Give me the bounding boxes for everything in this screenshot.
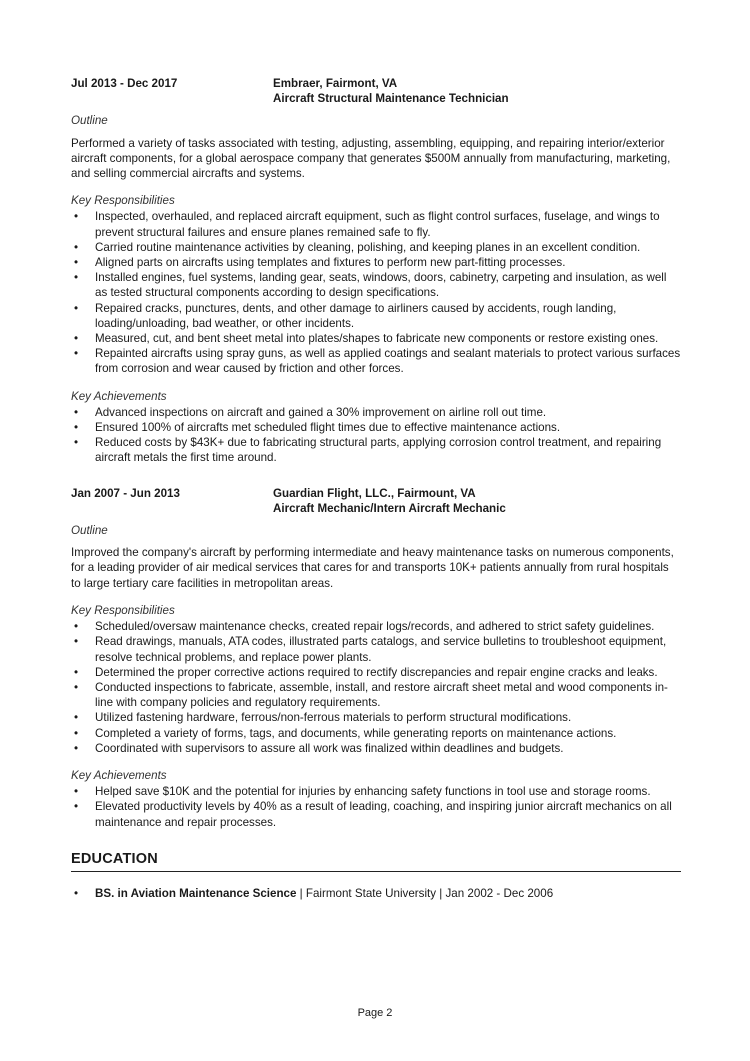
responsibilities-label: Key Responsibilities	[71, 603, 175, 617]
education-item	[71, 886, 681, 901]
list-item: • Reduced costs by $43K+ due to fabricating structural parts, applying corrosion control treatment, and repairing aircraft metals the first time around.	[71, 435, 681, 465]
job-heading	[273, 76, 681, 106]
list-item: • Conducted inspections to fabricate, assemble, install, and restore aircraft sheet metal and wood components in-line with company policies and regulatory requirements.	[71, 680, 681, 710]
resume-page	[71, 76, 681, 901]
achievements-list	[71, 784, 681, 830]
outline-label: Outline	[71, 114, 108, 128]
outline-text: Improved the company's aircraft by performing intermediate and heavy maintenance tasks on numerous components, for a leading provider of air medical services that cares for and transports 10K+ patients annually from rural hospitals to large tertiary care facilities in metropolitan areas.	[71, 546, 674, 590]
job-entry	[71, 76, 681, 466]
list-item: • Advanced inspections on aircraft and gained a 30% improvement on airline roll out time.	[71, 405, 681, 420]
responsibilities-label: Key Responsibilities	[71, 194, 175, 208]
list-item: • Ensured 100% of aircrafts met scheduled flight times due to effective maintenance actions.	[71, 420, 681, 435]
job-header	[71, 486, 681, 516]
list-item: • Repainted aircrafts using spray guns, as well as applied coatings and sealant materials to protect various surfaces from corrosion and wear caused by friction and other forces.	[71, 346, 681, 376]
list-item: • Inspected, overhauled, and replaced aircraft equipment, such as flight control surfaces, fuselage, and wings to prevent structural failures and ensure planes remained safe to fly.	[71, 209, 681, 239]
list-item: • Determined the proper corrective actions required to rectify discrepancies and repair engine cracks and leaks.	[71, 665, 681, 680]
list-item: • Coordinated with supervisors to assure all work was finalized within deadlines and budgets.	[71, 741, 681, 756]
job-title: Aircraft Mechanic/Intern Aircraft Mechanic	[273, 501, 506, 515]
job-heading	[273, 486, 681, 516]
degree-name: BS. in Aviation Maintenance Science	[95, 886, 297, 900]
list-item: • Carried routine maintenance activities by cleaning, polishing, and keeping planes in an excellent condition.	[71, 240, 681, 255]
list-item: • Scheduled/oversaw maintenance checks, created repair logs/records, and adhered to strict safety guidelines.	[71, 619, 681, 634]
achievements-list	[71, 405, 681, 466]
list-item: • Aligned parts on aircrafts using templates and fixtures to perform new part-fitting processes.	[71, 255, 681, 270]
achievements-label: Key Achievements	[71, 768, 167, 782]
job-date: Jan 2007 - Jun 2013	[71, 486, 180, 500]
list-item: • Measured, cut, and bent sheet metal into plates/shapes to fabricate new components or restore existing ones.	[71, 331, 681, 346]
responsibilities-list	[71, 619, 681, 756]
job-header	[71, 76, 681, 106]
responsibilities-list	[71, 209, 681, 376]
list-item: • Elevated productivity levels by 40% as a result of leading, coaching, and inspiring junior aircraft mechanics on all maintenance and repair processes.	[71, 799, 681, 829]
list-item: • Installed engines, fuel systems, landing gear, seats, windows, doors, cabinetry, carpeting and insulation, as well as tested structural components according to design specifications.	[71, 270, 681, 300]
list-item: • Repaired cracks, punctures, dents, and other damage to airliners caused by accidents, rough landing, loading/unloading, bad weather, or other incidents.	[71, 301, 681, 331]
job-entry	[71, 486, 681, 830]
outline-text: Performed a variety of tasks associated with testing, adjusting, assembling, equipping, and repairing interior/exterior aircraft components, for a global aerospace company that generates $500M annually from manufacturing, marketing, and selling commercial aircrafts and systems.	[71, 136, 671, 181]
list-item: • Utilized fastening hardware, ferrous/non-ferrous materials to perform structural modifications.	[71, 710, 681, 725]
list-item: • Completed a variety of forms, tags, and documents, while generating reports on maintenance actions.	[71, 726, 681, 741]
job-company: Embraer, Fairmont, VA	[273, 77, 398, 90]
education-heading: EDUCATION	[71, 852, 681, 872]
list-item: • Helped save $10K and the potential for injuries by enhancing safety functions in tool use and storage rooms.	[71, 784, 681, 799]
list-item: • Read drawings, manuals, ATA codes, illustrated parts catalogs, and service bulletins to troubleshoot equipment, resolve technical problems, and replace power plants.	[71, 634, 681, 664]
page-number: Page 2	[357, 1007, 393, 1019]
job-company: Guardian Flight, LLC., Fairmount, VA	[273, 486, 476, 500]
education-list	[71, 886, 681, 901]
job-title: Aircraft Structural Maintenance Technician	[273, 92, 509, 106]
achievements-label: Key Achievements	[71, 389, 167, 403]
degree-details: | Fairmont State University | Jan 2002 - Dec 2006	[296, 886, 554, 900]
job-date: Jul 2013 - Dec 2017	[71, 77, 178, 90]
outline-label: Outline	[71, 524, 108, 538]
